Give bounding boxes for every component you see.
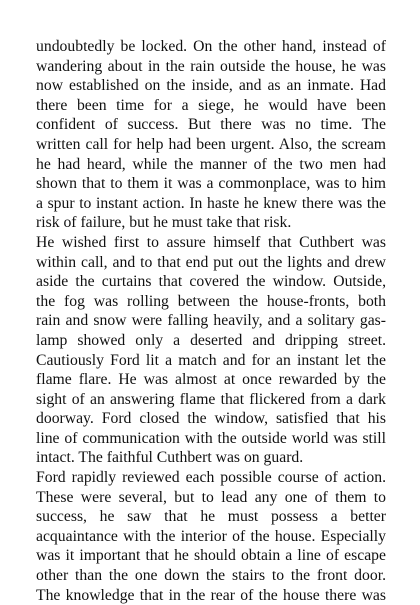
text-line: risk of failure, but he must take that risk.: [36, 214, 292, 232]
text-line: there been time for a siege, he would have been: [36, 96, 386, 114]
text-line: was it important that he should obtain a line of escape: [36, 547, 386, 565]
text-line: He wished first to assure himself that Cuthbert was: [36, 233, 386, 251]
text-line: rain and snow were falling heavily, and a solitary gas-: [36, 312, 386, 330]
text-line: The knowledge that in the rear of the house there was: [36, 586, 386, 604]
paragraph-1: [36, 37, 386, 233]
text-line: intact. The faithful Cuthbert was on guard.: [36, 449, 304, 467]
text-line: other than the one down the stairs to the front door.: [36, 567, 386, 585]
text-line: he had heard, while the manner of the two men had: [36, 155, 386, 173]
paragraph-3: [36, 468, 386, 605]
text-line: acquaintance with the interior of the house. Especially: [36, 527, 386, 545]
text-line: lamp showed only a deserted and dripping street.: [36, 331, 386, 349]
text-line: confident of success. But there was no time. The: [36, 116, 386, 134]
text-line: a spur to instant action. In haste he knew there was the: [36, 194, 386, 212]
text-line: aside the curtains that covered the window. Outside,: [36, 273, 386, 291]
text-line: These were several, but to lead any one of them to: [36, 488, 386, 506]
text-line: written call for help had been urgent. Also, the scream: [36, 135, 386, 153]
text-line: wandering about in the rain outside the house, he was: [36, 57, 386, 75]
text-line: shown that to them it was a commonplace, was to him: [36, 175, 386, 193]
text-line: success, he saw that he must possess a better: [36, 508, 386, 526]
paragraph-2: [36, 233, 386, 468]
text-line: sight of an answering flame that flickered from a dark: [36, 390, 386, 408]
text-line: the fog was rolling between the house-fronts, both: [36, 292, 386, 310]
text-line: within call, and to that end put out the lights and drew: [36, 253, 386, 271]
text-line: now established on the inside, and as an inmate. Had: [36, 77, 386, 95]
text-line: doorway. Ford closed the window, satisfied that his: [36, 410, 386, 428]
text-line: flame flare. He was almost at once rewarded by the: [36, 371, 386, 389]
text-line: line of communication with the outside world was still: [36, 429, 386, 447]
text-line: undoubtedly be locked. On the other hand, instead of: [36, 38, 386, 55]
text-line: Ford rapidly reviewed each possible course of action.: [36, 469, 386, 487]
text-line: Cautiously Ford lit a match and for an instant let the: [36, 351, 386, 369]
